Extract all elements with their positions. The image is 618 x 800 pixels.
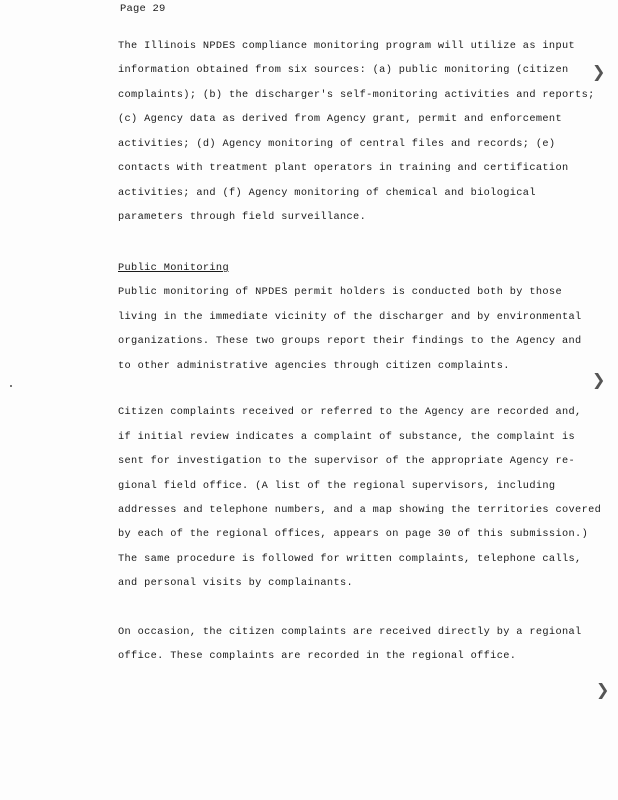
paragraph-line: The same procedure is followed for written complaints, telephone calls, [118,553,582,565]
scan-speck [10,385,12,387]
paragraph-line: office. These complaints are recorded in the regional office. [118,650,517,662]
paragraph-line: activities; (d) Agency monitoring of central files and records; (e) [118,138,556,150]
punch-hole-icon: ❯ [592,62,606,81]
paragraph-line: The Illinois NPDES compliance monitoring program will utilize as input [118,40,576,52]
paragraph-line: complaints); (b) the discharger's self-monitoring activities and reports; [118,89,595,101]
paragraph-line: Citizen complaints received or referred to the Agency are recorded and, [118,406,582,418]
punch-hole-icon: ❯ [592,370,606,389]
page-header: Page 29 [120,3,166,15]
paragraph-line: sent for investigation to the supervisor of the appropriate Agency re- [118,455,576,467]
paragraph-line: Public monitoring of NPDES permit holders is conducted both by those [118,286,562,298]
punch-hole-icon: ❯ [596,680,610,699]
paragraph-line: information obtained from six sources: (a) public monitoring (citizen [118,64,569,76]
paragraph-line: parameters through field surveillance. [118,211,367,223]
paragraph-line: addresses and telephone numbers, and a map showing the territories covered [118,504,602,516]
paragraph-line: to other administrative agencies through citizen complaints. [118,360,510,372]
paragraph-line: contacts with treatment plant operators in training and certification [118,162,569,174]
paragraph-line: and personal visits by complainants. [118,577,354,589]
paragraph-line: by each of the regional offices, appears on page 30 of this submission.) [118,528,589,540]
paragraph-line: if initial review indicates a complaint of substance, the complaint is [118,431,576,443]
paragraph-line: activities; and (f) Agency monitoring of chemical and biological [118,187,536,199]
paragraph-line: On occasion, the citizen complaints are received directly by a regional [118,626,582,638]
paragraph-line: (c) Agency data as derived from Agency grant, permit and enforcement [118,113,562,125]
paragraph-line: organizations. These two groups report their findings to the Agency and [118,335,582,347]
paragraph-line: gional field office. (A list of the regional supervisors, including [118,480,556,492]
section-heading: Public Monitoring [118,262,229,274]
paragraph-line: living in the immediate vicinity of the discharger and by environmental [118,311,582,323]
